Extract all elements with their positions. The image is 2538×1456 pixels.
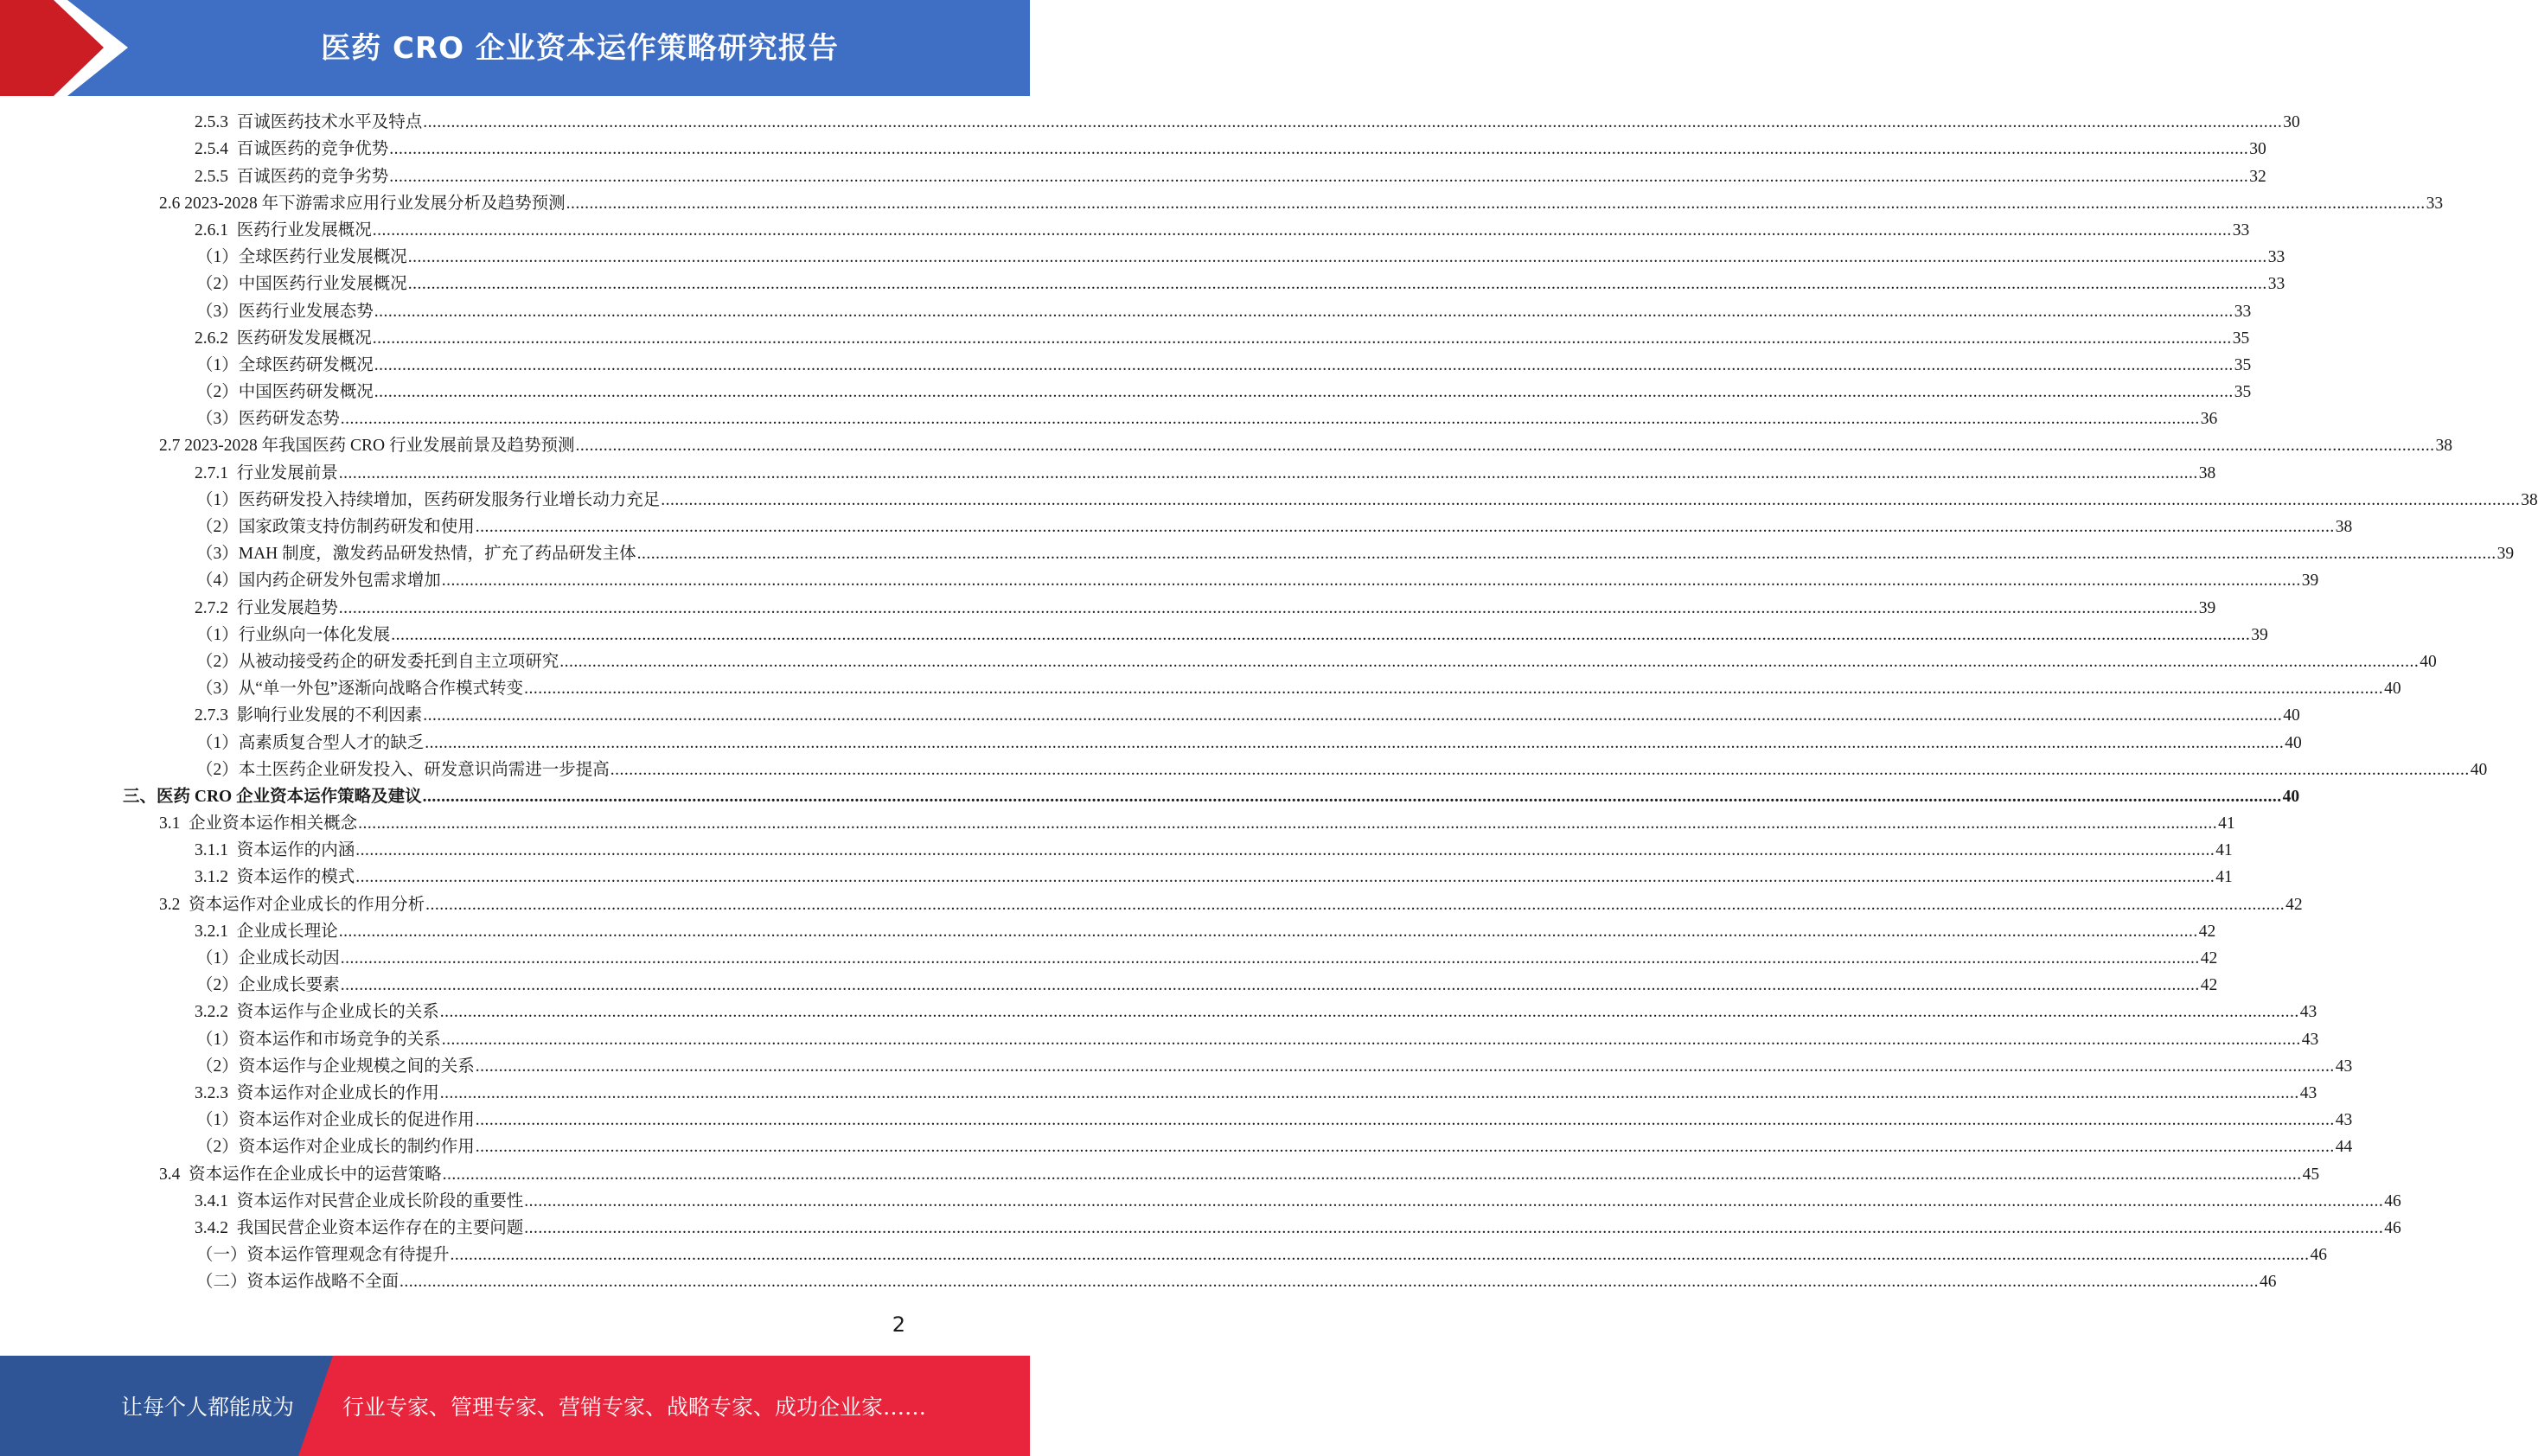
toc-entry-title: （2）资本运作对企业成长的制约作用 bbox=[196, 1138, 475, 1157]
toc-entry-title: 3.2 资本运作对企业成长的作用分析 bbox=[159, 895, 425, 914]
toc-dot-leader: ................................................................................................................................................................................................................................................................................................................................................................................................................ bbox=[338, 463, 2198, 482]
toc-entry-title: 2.5.3 百诚医药技术水平及特点 bbox=[195, 113, 423, 132]
toc-entry-title: （一）资本运作管理观念有待提升 bbox=[196, 1246, 450, 1265]
toc-dot-leader: ................................................................................................................................................................................................................................................................................................................................................................................................................ bbox=[372, 329, 2232, 348]
toc-entry-page: 35 bbox=[2234, 383, 2252, 402]
toc-entry-page: 33 bbox=[2426, 194, 2444, 213]
toc-entry[interactable] bbox=[0, 1162, 2320, 1189]
toc-entry-title: 3.4.2 我国民营企业资本运作存在的主要问题 bbox=[195, 1218, 524, 1237]
toc-entry-title: 3.1.1 资本运作的内涵 bbox=[195, 841, 355, 860]
toc-entry[interactable] bbox=[0, 164, 2266, 191]
toc-dot-leader: ................................................................................................................................................................................................................................................................................................................................................................................................................ bbox=[475, 1057, 2335, 1076]
toc-dot-leader: ................................................................................................................................................................................................................................................................................................................................................................................................................ bbox=[340, 976, 2200, 995]
toc-entry-page: 46 bbox=[2260, 1273, 2277, 1292]
toc-entry[interactable] bbox=[0, 839, 2233, 865]
toc-entry-title: （1）全球医药研发概况 bbox=[196, 355, 374, 374]
toc-dot-leader: ................................................................................................................................................................................................................................................................................................................................................................................................................ bbox=[475, 518, 2335, 536]
toc-entry-page: 41 bbox=[2215, 841, 2233, 860]
toc-entry[interactable] bbox=[0, 111, 2300, 137]
toc-entry-page: 41 bbox=[2218, 814, 2235, 833]
toc-dot-leader: ................................................................................................................................................................................................................................................................................................................................................................................................................ bbox=[374, 383, 2234, 402]
toc-entry-title: 2.7.3 影响行业发展的不利因素 bbox=[195, 706, 423, 725]
toc-dot-leader: ................................................................................................................................................................................................................................................................................................................................................................................................................ bbox=[407, 275, 2267, 294]
toc-entry-page: 33 bbox=[2234, 302, 2252, 321]
toc-entry[interactable] bbox=[0, 1190, 2401, 1217]
toc-dot-leader: ................................................................................................................................................................................................................................................................................................................................................................................................................ bbox=[340, 410, 2200, 429]
toc-entry-title: （1）企业成长动因 bbox=[196, 949, 340, 967]
toc-entry-page: 40 bbox=[2282, 787, 2300, 806]
toc-dot-leader: ................................................................................................................................................................................................................................................................................................................................................................................................................ bbox=[610, 760, 2470, 779]
toc-entry[interactable] bbox=[0, 1108, 2353, 1135]
toc-entry-title: 2.6 2023-2028 年下游需求应用行业发展分析及趋势预测 bbox=[159, 194, 566, 213]
toc-entry-title: （2）中国医药研发概况 bbox=[196, 383, 374, 402]
toc-entry[interactable] bbox=[0, 407, 2218, 434]
toc-entry-page: 39 bbox=[2251, 625, 2268, 644]
toc-entry[interactable] bbox=[0, 974, 2218, 1000]
toc-dot-leader: ................................................................................................................................................................................................................................................................................................................................................................................................................ bbox=[636, 545, 2496, 564]
toc-entry-page: 38 bbox=[2335, 518, 2353, 536]
toc-entry[interactable] bbox=[0, 1217, 2401, 1243]
toc-dot-leader: ................................................................................................................................................................................................................................................................................................................................................................................................................ bbox=[559, 652, 2420, 671]
header-arrow-decoration bbox=[0, 0, 138, 96]
toc-entry[interactable] bbox=[0, 489, 2538, 515]
toc-entry[interactable] bbox=[0, 865, 2233, 892]
toc-entry[interactable] bbox=[0, 1082, 2317, 1108]
toc-dot-leader: ................................................................................................................................................................................................................................................................................................................................................................................................................ bbox=[450, 1246, 2310, 1265]
toc-entry[interactable] bbox=[0, 812, 2235, 839]
report-title: 医药 CRO 企业资本运作策略研究报告 bbox=[321, 30, 839, 66]
toc-entry-title: （1）资本运作和市场竞争的关系 bbox=[196, 1030, 441, 1049]
toc-dot-leader: ................................................................................................................................................................................................................................................................................................................................................................................................................ bbox=[441, 572, 2301, 591]
toc-entry-page: 40 bbox=[2285, 733, 2302, 752]
toc-dot-leader: ................................................................................................................................................................................................................................................................................................................................................................................................................ bbox=[391, 625, 2251, 644]
toc-dot-leader: ................................................................................................................................................................................................................................................................................................................................................................................................................ bbox=[374, 355, 2234, 374]
toc-dot-leader: ................................................................................................................................................................................................................................................................................................................................................................................................................ bbox=[524, 1191, 2384, 1210]
toc-dot-leader: ................................................................................................................................................................................................................................................................................................................................................................................................................ bbox=[661, 490, 2521, 509]
toc-dot-leader: ................................................................................................................................................................................................................................................................................................................................................................................................................ bbox=[338, 598, 2198, 617]
toc-entry[interactable] bbox=[0, 1270, 2277, 1297]
toc-entry[interactable] bbox=[0, 650, 2437, 677]
toc-entry-page: 33 bbox=[2232, 220, 2250, 239]
toc-entry-title: 3.1.2 资本运作的模式 bbox=[195, 868, 355, 887]
toc-entry[interactable] bbox=[0, 515, 2353, 542]
toc-dot-leader: ................................................................................................................................................................................................................................................................................................................................................................................................................ bbox=[524, 680, 2384, 699]
toc-entry-title: （3）医药研发态势 bbox=[196, 410, 340, 429]
toc-dot-leader: ................................................................................................................................................................................................................................................................................................................................................................................................................ bbox=[439, 1003, 2299, 1022]
toc-entry-page: 42 bbox=[2200, 949, 2218, 967]
toc-dot-leader: ................................................................................................................................................................................................................................................................................................................................................................................................................ bbox=[355, 841, 2215, 860]
toc-entry[interactable] bbox=[0, 892, 2303, 919]
toc-dot-leader: ................................................................................................................................................................................................................................................................................................................................................................................................................ bbox=[358, 814, 2218, 833]
toc-entry-title: （1）全球医药行业发展概况 bbox=[196, 248, 407, 267]
toc-entry[interactable] bbox=[0, 920, 2216, 947]
toc-entry[interactable] bbox=[0, 192, 2444, 219]
toc-entry[interactable] bbox=[0, 137, 2266, 164]
toc-entry-page: 44 bbox=[2335, 1138, 2353, 1157]
toc-entry-page: 38 bbox=[2198, 463, 2216, 482]
toc-entry-title: （2）资本运作与企业规模之间的关系 bbox=[196, 1057, 475, 1076]
toc-entry-title: （3）医药行业发展态势 bbox=[196, 302, 374, 321]
toc-entry[interactable] bbox=[0, 1055, 2353, 1082]
toc-entry-title: 3.2.1 企业成长理论 bbox=[195, 922, 338, 941]
toc-dot-leader: ................................................................................................................................................................................................................................................................................................................................................................................................................ bbox=[372, 220, 2232, 239]
toc-entry[interactable] bbox=[0, 623, 2268, 650]
toc-entry-page: 35 bbox=[2232, 329, 2250, 348]
toc-dot-leader: ................................................................................................................................................................................................................................................................................................................................................................................................................ bbox=[400, 1273, 2260, 1292]
toc-entry[interactable] bbox=[0, 947, 2218, 974]
toc-entry[interactable] bbox=[0, 1027, 2319, 1054]
toc-entry-title: 3.2.3 资本运作对企业成长的作用 bbox=[195, 1083, 439, 1102]
toc-dot-leader: ................................................................................................................................................................................................................................................................................................................................................................................................................ bbox=[355, 868, 2215, 887]
toc-entry-title: （2）从被动接受药企的研发委托到自主立项研究 bbox=[196, 652, 559, 671]
toc-entry-title: （2）本土医药企业研发投入、研发意识尚需进一步提高 bbox=[196, 760, 610, 779]
toc-entry-page: 38 bbox=[2521, 490, 2538, 509]
toc-entry-page: 42 bbox=[2285, 895, 2303, 914]
toc-entry-title: 2.5.4 百诚医药的竞争优势 bbox=[195, 140, 389, 159]
toc-entry-page: 36 bbox=[2200, 410, 2218, 429]
toc-dot-leader: ................................................................................................................................................................................................................................................................................................................................................................................................................ bbox=[389, 140, 2249, 159]
toc-dot-leader: ................................................................................................................................................................................................................................................................................................................................................................................................................ bbox=[425, 895, 2285, 914]
toc-entry-title: （1）资本运作对企业成长的促进作用 bbox=[196, 1111, 475, 1130]
toc-dot-leader: ................................................................................................................................................................................................................................................................................................................................................................................................................ bbox=[575, 437, 2435, 456]
toc-entry-page: 42 bbox=[2200, 976, 2218, 995]
toc-entry-page: 42 bbox=[2198, 922, 2216, 941]
toc-entry[interactable] bbox=[0, 569, 2319, 596]
toc-entry-page: 38 bbox=[2435, 437, 2452, 456]
toc-dot-leader: ................................................................................................................................................................................................................................................................................................................................................................................................................ bbox=[338, 922, 2198, 941]
page-header bbox=[0, 0, 1030, 96]
toc-entry-page: 43 bbox=[2301, 1030, 2319, 1049]
toc-entry-title: 3.4.1 资本运作对民营企业成长阶段的重要性 bbox=[195, 1191, 524, 1210]
toc-entry[interactable] bbox=[0, 704, 2300, 731]
toc-entry-page: 33 bbox=[2267, 248, 2285, 267]
toc-entry-title: （1）行业纵向一体化发展 bbox=[196, 625, 391, 644]
toc-dot-leader: ................................................................................................................................................................................................................................................................................................................................................................................................................ bbox=[566, 194, 2426, 213]
toc-entry[interactable] bbox=[0, 1000, 2317, 1027]
toc-entry-page: 43 bbox=[2299, 1083, 2317, 1102]
toc-entry[interactable] bbox=[0, 380, 2252, 407]
toc-entry[interactable] bbox=[0, 731, 2302, 757]
toc-entry[interactable] bbox=[0, 1135, 2353, 1162]
toc-entry-title: （1）高素质复合型人才的缺乏 bbox=[196, 733, 425, 752]
toc-dot-leader: ................................................................................................................................................................................................................................................................................................................................................................................................................ bbox=[441, 1030, 2301, 1049]
toc-dot-leader: ................................................................................................................................................................................................................................................................................................................................................................................................................ bbox=[407, 248, 2267, 267]
toc-entry[interactable] bbox=[0, 327, 2250, 354]
toc-dot-leader: ................................................................................................................................................................................................................................................................................................................................................................................................................ bbox=[422, 787, 2282, 806]
toc-entry-page: 30 bbox=[2249, 140, 2266, 159]
toc-dot-leader: ................................................................................................................................................................................................................................................................................................................................................................................................................ bbox=[475, 1138, 2335, 1157]
toc-entry-page: 39 bbox=[2496, 545, 2515, 564]
toc-entry-page: 35 bbox=[2234, 355, 2252, 374]
toc-entry-title: 三、医药 CRO 企业资本运作策略及建议 bbox=[123, 787, 422, 806]
toc-entry-page: 40 bbox=[2420, 652, 2437, 671]
toc-entry-page: 40 bbox=[2384, 680, 2401, 699]
footer-slogan-right: 行业专家、管理专家、营销专家、战略专家、成功企业家…… bbox=[342, 1395, 927, 1420]
toc-entry-page: 43 bbox=[2335, 1057, 2353, 1076]
toc-entry-page: 46 bbox=[2384, 1218, 2401, 1237]
toc-dot-leader: ................................................................................................................................................................................................................................................................................................................................................................................................................ bbox=[524, 1218, 2384, 1237]
toc-entry-page: 30 bbox=[2283, 113, 2300, 132]
toc-dot-leader: ................................................................................................................................................................................................................................................................................................................................................................................................................ bbox=[374, 302, 2234, 321]
footer-slogan-left: 让每个人都能成为 bbox=[121, 1395, 295, 1420]
toc-entry-title: （3）从“单一外包”逐渐向战略合作模式转变 bbox=[196, 680, 524, 699]
toc-entry-page: 41 bbox=[2215, 868, 2233, 887]
toc-entry[interactable] bbox=[0, 758, 2488, 785]
toc-entry-page: 33 bbox=[2267, 275, 2285, 294]
toc-entry[interactable] bbox=[0, 785, 2300, 812]
toc-entry-title: （4）国内药企研发外包需求增加 bbox=[196, 572, 441, 591]
toc-entry[interactable] bbox=[0, 434, 2452, 461]
page-number: 2 bbox=[892, 1312, 905, 1337]
toc-entry-title: 2.7.1 行业发展前景 bbox=[195, 463, 338, 482]
toc-dot-leader: ................................................................................................................................................................................................................................................................................................................................................................................................................ bbox=[423, 113, 2283, 132]
toc-entry[interactable] bbox=[0, 246, 2285, 272]
toc-entry-title: （二）资本运作战略不全面 bbox=[196, 1273, 400, 1292]
toc-entry-page: 43 bbox=[2335, 1111, 2353, 1130]
toc-entry-page: 40 bbox=[2283, 706, 2300, 725]
page-footer bbox=[0, 1356, 1030, 1456]
toc-entry-title: 3.1 企业资本运作相关概念 bbox=[159, 814, 358, 833]
toc-entry-title: （2）企业成长要素 bbox=[196, 976, 340, 995]
toc-dot-leader: ................................................................................................................................................................................................................................................................................................................................................................................................................ bbox=[425, 733, 2285, 752]
toc-entry-title: 3.2.2 资本运作与企业成长的关系 bbox=[195, 1003, 439, 1022]
toc-dot-leader: ................................................................................................................................................................................................................................................................................................................................................................................................................ bbox=[340, 949, 2200, 967]
toc-entry-title: 2.6.1 医药行业发展概况 bbox=[195, 220, 372, 239]
toc-entry[interactable] bbox=[0, 1243, 2328, 1270]
table-of-contents bbox=[0, 111, 2538, 1297]
toc-entry-title: （2）中国医药行业发展概况 bbox=[196, 275, 407, 294]
toc-entry-page: 43 bbox=[2299, 1003, 2317, 1022]
toc-entry-page: 39 bbox=[2301, 572, 2319, 591]
toc-entry-page: 32 bbox=[2249, 167, 2266, 186]
toc-dot-leader: ................................................................................................................................................................................................................................................................................................................................................................................................................ bbox=[423, 706, 2283, 725]
toc-dot-leader: ................................................................................................................................................................................................................................................................................................................................................................................................................ bbox=[439, 1083, 2299, 1102]
toc-entry[interactable] bbox=[0, 542, 2515, 569]
toc-entry-page: 45 bbox=[2302, 1165, 2320, 1184]
toc-entry-page: 39 bbox=[2198, 598, 2216, 617]
toc-dot-leader: ................................................................................................................................................................................................................................................................................................................................................................................................................ bbox=[475, 1111, 2335, 1130]
toc-entry-title: （1）医药研发投入持续增加，医药研发服务行业增长动力充足 bbox=[196, 490, 661, 509]
toc-entry-title: （2）国家政策支持仿制药研发和使用 bbox=[196, 518, 475, 536]
toc-entry-title: 3.4 资本运作在企业成长中的运营策略 bbox=[159, 1165, 442, 1184]
toc-entry-page: 40 bbox=[2470, 760, 2488, 779]
toc-entry-page: 46 bbox=[2384, 1191, 2401, 1210]
toc-entry-title: （3）MAH 制度，激发药品研发热情，扩充了药品研发主体 bbox=[196, 545, 636, 564]
toc-entry[interactable] bbox=[0, 596, 2216, 623]
toc-dot-leader: ................................................................................................................................................................................................................................................................................................................................................................................................................ bbox=[442, 1165, 2302, 1184]
toc-entry[interactable] bbox=[0, 461, 2216, 488]
toc-entry[interactable] bbox=[0, 354, 2252, 380]
toc-entry[interactable] bbox=[0, 219, 2250, 246]
toc-entry[interactable] bbox=[0, 677, 2401, 704]
toc-entry[interactable] bbox=[0, 272, 2285, 299]
toc-dot-leader: ................................................................................................................................................................................................................................................................................................................................................................................................................ bbox=[389, 167, 2249, 186]
toc-entry-title: 2.6.2 医药研发发展概况 bbox=[195, 329, 372, 348]
toc-entry-title: 2.5.5 百诚医药的竞争劣势 bbox=[195, 167, 389, 186]
toc-entry-title: 2.7.2 行业发展趋势 bbox=[195, 598, 338, 617]
toc-entry-title: 2.7 2023-2028 年我国医药 CRO 行业发展前景及趋势预测 bbox=[159, 437, 575, 456]
toc-entry[interactable] bbox=[0, 299, 2252, 326]
toc-entry-page: 46 bbox=[2310, 1246, 2328, 1265]
